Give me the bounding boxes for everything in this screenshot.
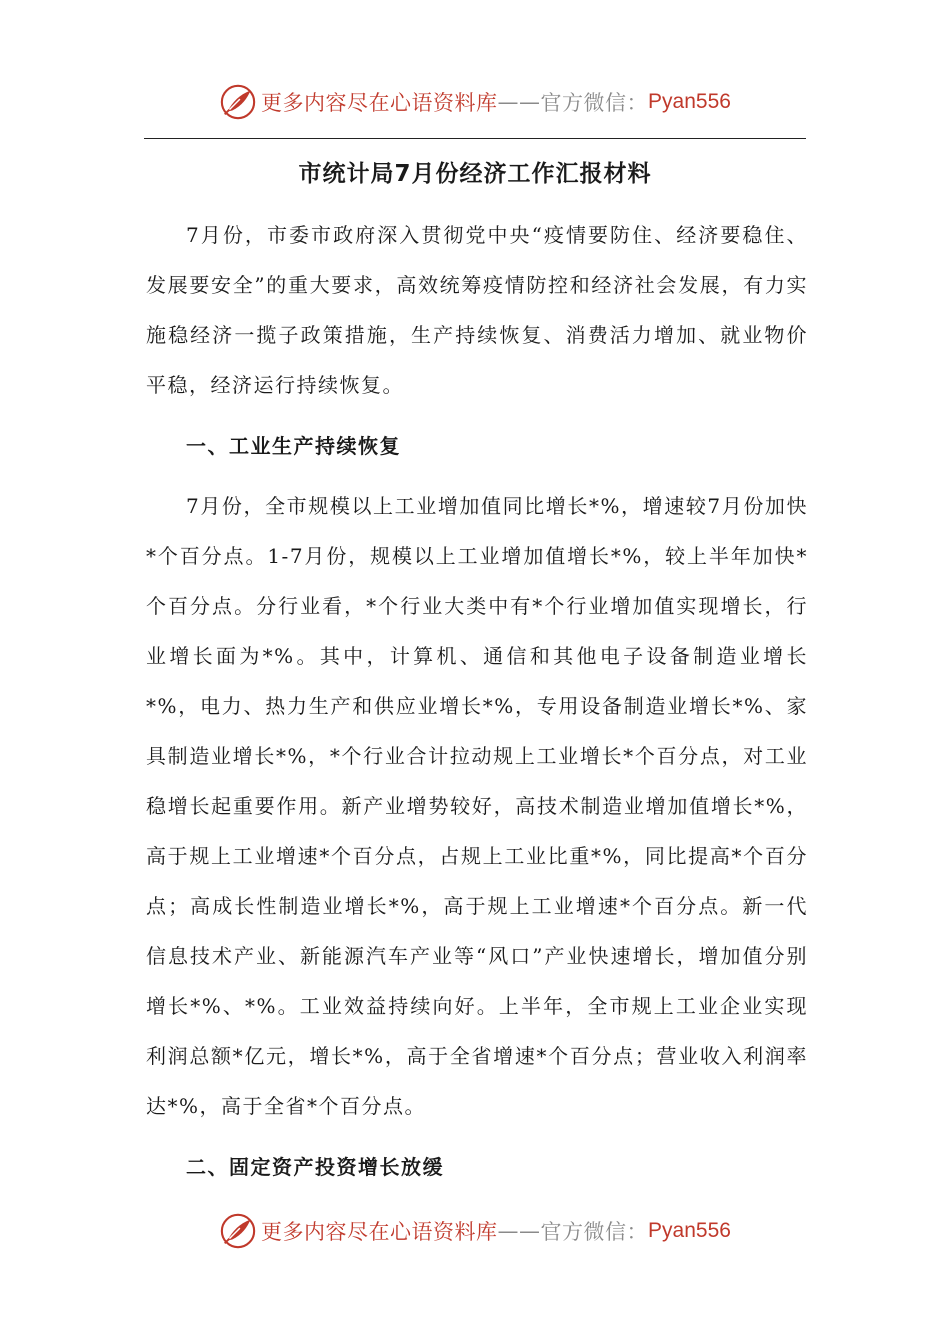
document-title: 市统计局7月份经济工作汇报材料	[298, 161, 652, 187]
footer-banner-text	[261, 1216, 731, 1246]
banner-official-label: 官方微信：	[540, 91, 649, 115]
header-banner	[0, 80, 950, 124]
industry-paragraph: 7月份，全市规模以上工业增加值同比增长*%，增速较7月份加快*个百分点。1-7月份，规模以上工业增加值增长*%，较上半年加快*个百分点。分行业看，*个行业大类中有*个行业增加值实现增长，行业增长面为*%。其中，计算机、通信和其他电子设备制造业增长*%，电力、热力生产和供应业增长*%，专用设备制造业增长*%、家具制造业增长*%，*个行业合计拉动规上工业增长*个百分点，对工业稳增长起重要作用。新产业增势较好，高技术制造业增加值增长*%，高于规上工业增速*个百分点，占规上工业比重*%，同比提高*个百分点；高成长性制造业增长*%，高于规上工业增速*个百分点。新一代信息技术产业、新能源汽车产业等“风口”产业快速增长，增加值分别增长*%、*%。工业效益持续向好。上半年，全市规上工业企业实现利润总额*亿元，增长*%，高于全省增速*个百分点；营业收入利润率达*%，高于全省*个百分点。	[146, 494, 808, 1118]
quill-pen-logo-icon	[219, 83, 257, 121]
banner-brand: 更多内容尽在心语资料库	[261, 1220, 498, 1244]
intro-paragraph: 7月份，市委市政府深入贯彻党中央“疫情要防住、经济要稳住、发展要安全”的重大要求，高效统筹疫情防控和经济社会发展，有力实施稳经济一揽子政策措施，生产持续恢复、消费活力增加、就业物价平稳，经济运行持续恢复。	[146, 223, 808, 397]
header-divider	[144, 138, 806, 139]
section-heading-investment: 二、固定资产投资增长放缓	[186, 1155, 444, 1179]
banner-wechat-id: Pyan556	[648, 1219, 731, 1242]
banner-official-label: 官方微信：	[540, 1220, 649, 1244]
banner-brand: 更多内容尽在心语资料库	[261, 91, 498, 115]
banner-wechat-id: Pyan556	[648, 90, 731, 113]
header-banner-text	[261, 87, 731, 117]
footer-banner	[0, 1209, 950, 1253]
banner-separator: ——	[497, 90, 541, 114]
section-heading-industry: 一、工业生产持续恢复	[186, 434, 401, 458]
banner-separator: ——	[497, 1219, 541, 1243]
quill-pen-logo-icon	[219, 1212, 257, 1250]
